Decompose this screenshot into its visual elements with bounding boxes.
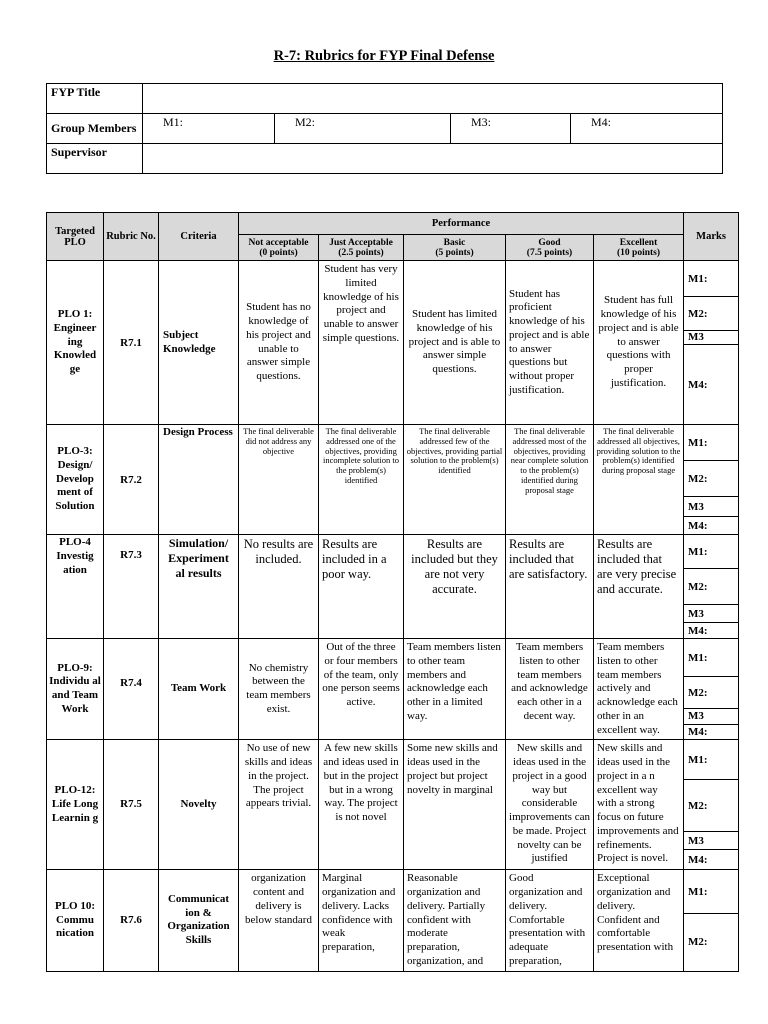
mark-m4-field[interactable]: M4:	[684, 623, 739, 639]
supervisor-field[interactable]	[143, 144, 723, 174]
level-cell: organization content and delivery is below standard	[239, 870, 319, 971]
level-cell: A few new skills and ideas used in but in the project but in a wrong way. The project is not novel	[319, 740, 404, 870]
level-cell: Student has proficient knowledge of his project and is able to answer questions but without proper justification.	[506, 261, 594, 425]
rubric-no-cell: R7.6	[104, 870, 159, 971]
plo-cell: PLO 10: Commu nication	[47, 870, 104, 971]
criteria-cell: Team Work	[159, 639, 239, 740]
header-targeted-plo: Targeted PLO	[47, 213, 104, 261]
header-level-good: Good (7.5 points)	[506, 235, 594, 261]
fyp-info-table	[46, 83, 723, 174]
mark-m3-field[interactable]: M3	[684, 832, 739, 850]
rubric-row	[47, 639, 739, 677]
mark-m1-field[interactable]: M1:	[684, 639, 739, 677]
supervisor-label: Supervisor	[47, 144, 143, 174]
rubric-row	[47, 261, 739, 297]
rubric-no-cell: R7.3	[104, 535, 159, 639]
mark-m4-field[interactable]: M4:	[684, 724, 739, 740]
mark-m2-field[interactable]: M2:	[684, 914, 739, 971]
plo-cell: PLO-9: Individu al and Team Work	[47, 639, 104, 740]
level-cell: Exceptional organization and delivery. Confident and comfortable presentation with	[594, 870, 684, 971]
plo-cell: PLO 1: Engineer ing Knowled ge	[47, 261, 104, 425]
mark-m2-field[interactable]: M2:	[684, 780, 739, 832]
supervisor-row	[47, 144, 723, 174]
level-cell: New skills and ideas used in the project in a good way but considerable improvements can be made. Project novelty can be justified	[506, 740, 594, 870]
mark-m1-field[interactable]: M1:	[684, 261, 739, 297]
level-cell: Student has very limited knowledge of his project and unable to answer simple questions.	[319, 261, 404, 425]
mark-m3-field[interactable]: M3	[684, 708, 739, 724]
rubric-no-cell: R7.4	[104, 639, 159, 740]
mark-m2-field[interactable]: M2:	[684, 569, 739, 605]
header-level-not-acceptable: Not acceptable (0 points)	[239, 235, 319, 261]
level-cell: Marginal organization and delivery. Lacks confidence with weak preparation,	[319, 870, 404, 971]
rubric-no-cell: R7.1	[104, 261, 159, 425]
header-rubric-no: Rubric No.	[104, 213, 159, 261]
plo-cell: PLO-3: Design/ Develop ment of Solution	[47, 425, 104, 535]
mark-m3-field[interactable]: M3	[684, 605, 739, 623]
rubric-row	[47, 535, 739, 569]
mark-m1-field[interactable]: M1:	[684, 870, 739, 914]
rubric-row	[47, 870, 739, 914]
level-cell: Results are included but they are not very accurate.	[404, 535, 506, 639]
header-level-basic: Basic (5 points)	[404, 235, 506, 261]
criteria-cell: Subject Knowledge	[159, 261, 239, 425]
header-marks: Marks	[684, 213, 739, 261]
criteria-cell: Novelty	[159, 740, 239, 870]
level-cell: Team members listen to other team members and acknowledge each other in a limited way.	[404, 639, 506, 740]
member-3-field[interactable]: M3:	[451, 114, 571, 144]
mark-m4-field[interactable]: M4:	[684, 517, 739, 535]
mark-m3-field[interactable]: M3	[684, 331, 739, 345]
level-cell: The final deliverable addressed most of the objectives, providing near complete solution to the problem(s) identified during proposal stage	[506, 425, 594, 535]
level-cell: The final deliverable addressed all objectives, providing solution to the problem(s) identified during proposal stage	[594, 425, 684, 535]
document-title: R-7: Rubrics for FYP Final Defense	[273, 48, 495, 64]
mark-m1-field[interactable]: M1:	[684, 425, 739, 461]
group-members-label: Group Members	[47, 114, 143, 144]
fyp-title-row	[47, 84, 723, 114]
level-cell: Student has no knowledge of his project and unable to answer simple questions.	[239, 261, 319, 425]
rubric-row	[47, 740, 739, 780]
mark-m3-field[interactable]: M3	[684, 497, 739, 517]
level-cell: Results are included that are very precise and accurate.	[594, 535, 684, 639]
level-cell: Team members listen to other team members actively and acknowledge each other in an excellent way.	[594, 639, 684, 740]
mark-m1-field[interactable]: M1:	[684, 740, 739, 780]
level-cell: Some new skills and ideas used in the project but project novelty in marginal	[404, 740, 506, 870]
header-row-1	[47, 213, 739, 235]
mark-m4-field[interactable]: M4:	[684, 850, 739, 870]
level-cell: No use of new skills and ideas in the project. The project appears trivial.	[239, 740, 319, 870]
member-4-field[interactable]: M4:	[571, 114, 723, 144]
criteria-cell: Simulation/ Experiment al results	[159, 535, 239, 639]
mark-m2-field[interactable]: M2:	[684, 297, 739, 331]
level-cell: No results are included.	[239, 535, 319, 639]
level-cell: The final deliverable addressed one of the objectives, providing incomplete solution to the problem(s) identified	[319, 425, 404, 535]
mark-m2-field[interactable]: M2:	[684, 461, 739, 497]
level-cell: Team members listen to other team members and acknowledge each other in a decent way.	[506, 639, 594, 740]
level-cell: The final deliverable did not address any objective	[239, 425, 319, 535]
plo-cell: PLO-12: Life Long Learnin g	[47, 740, 104, 870]
mark-m4-field[interactable]: M4:	[684, 345, 739, 425]
level-cell: New skills and ideas used in the project in a n excellent way with a strong focus on future improvements and refinements. Project is novel.	[594, 740, 684, 870]
mark-m1-field[interactable]: M1:	[684, 535, 739, 569]
level-cell: The final deliverable addressed few of the objectives, providing partial solution to the problem(s) identified	[404, 425, 506, 535]
level-cell: Good organization and delivery. Comfortable presentation with adequate preparation,	[506, 870, 594, 971]
level-cell: No chemistry between the team members exist.	[239, 639, 319, 740]
header-criteria: Criteria	[159, 213, 239, 261]
rubric-no-cell: R7.2	[104, 425, 159, 535]
level-cell: Results are included in a poor way.	[319, 535, 404, 639]
level-cell: Results are included that are satisfactory.	[506, 535, 594, 639]
header-level-excellent: Excellent (10 points)	[594, 235, 684, 261]
rubric-row	[47, 425, 739, 461]
member-2-field[interactable]: M2:	[275, 114, 451, 144]
rubric-no-cell: R7.5	[104, 740, 159, 870]
fyp-title-label: FYP Title	[47, 84, 143, 114]
fyp-title-field[interactable]	[143, 84, 723, 114]
criteria-cell: Design Process	[159, 425, 239, 535]
level-cell: Reasonable organization and delivery. Partially confident with moderate preparation, organization, and	[404, 870, 506, 971]
header-performance: Performance	[239, 213, 684, 235]
criteria-cell: Communicat ion & Organization Skills	[159, 870, 239, 971]
level-cell: Out of the three or four members of the team, only one person seems active.	[319, 639, 404, 740]
plo-cell: PLO-4 Investig ation	[47, 535, 104, 639]
mark-m2-field[interactable]: M2:	[684, 677, 739, 709]
member-1-field[interactable]: M1:	[143, 114, 275, 144]
level-cell: Student has full knowledge of his project and is able to answer questions with proper justification.	[594, 261, 684, 425]
level-cell: Student has limited knowledge of his project and is able to answer simple questions.	[404, 261, 506, 425]
group-members-row	[47, 114, 723, 144]
header-level-just-acceptable: Just Acceptable (2.5 points)	[319, 235, 404, 261]
rubric-table	[46, 212, 739, 972]
